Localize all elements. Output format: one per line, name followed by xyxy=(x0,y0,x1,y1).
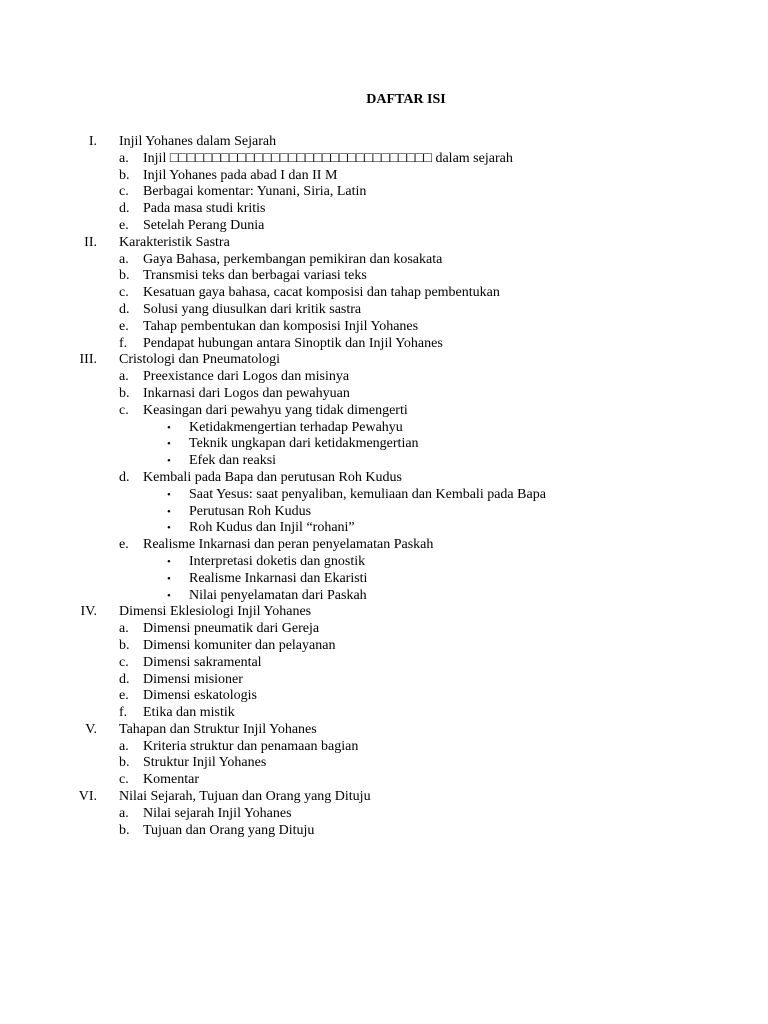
subitem-letter: d. xyxy=(119,671,130,687)
toc-bullet-row xyxy=(0,487,768,504)
subitem-letter: c. xyxy=(119,654,129,670)
subitem-letter: d. xyxy=(119,469,130,485)
toc-subitem-row xyxy=(0,823,768,840)
toc-bullet-row xyxy=(0,420,768,437)
subitem-title: Dimensi pneumatik dari Gereja xyxy=(143,621,320,637)
section-number: II. xyxy=(84,234,97,250)
bullet-icon: • xyxy=(167,488,171,501)
subitem-title: Injil □□□□□□□□□□□□□□□□□□□□□□□□□□□□□□□ dalam sejarah xyxy=(143,150,513,166)
subitem-title: Injil Yohanes pada abad I dan II M xyxy=(143,167,338,183)
toc-subitem-row xyxy=(0,739,768,756)
subitem-letter: a. xyxy=(119,369,129,385)
toc-section-row xyxy=(0,789,768,806)
subitem-title: Tujuan dan Orang yang Dituju xyxy=(143,822,315,838)
toc-subitem-row xyxy=(0,268,768,285)
section-title: Tahapan dan Struktur Injil Yohanes xyxy=(119,721,317,737)
subitem-title: Kembali pada Bapa dan perutusan Roh Kudus xyxy=(143,469,402,485)
subitem-title: Inkarnasi dari Logos dan pewahyuan xyxy=(143,385,350,401)
toc-subitem-row xyxy=(0,302,768,319)
subitem-title: Dimensi misioner xyxy=(143,671,243,687)
section-title: Dimensi Eklesiologi Injil Yohanes xyxy=(119,604,312,620)
toc-bullet-row xyxy=(0,554,768,571)
toc-subitem-row xyxy=(0,319,768,336)
bullet-icon: • xyxy=(167,555,171,568)
toc-subitem-row xyxy=(0,688,768,705)
subitem-letter: a. xyxy=(119,805,129,821)
subitem-title: Pendapat hubungan antara Sinoptik dan Injil Yohanes xyxy=(143,335,443,351)
subitem-letter: b. xyxy=(119,268,130,284)
toc-subitem-row xyxy=(0,218,768,235)
subitem-title: Keasingan dari pewahyu yang tidak dimengerti xyxy=(143,402,408,418)
toc-subitem-row xyxy=(0,537,768,554)
subitem-letter: a. xyxy=(119,621,129,637)
toc-subitem-row xyxy=(0,772,768,789)
page-title: DAFTAR ISI xyxy=(366,92,446,107)
toc-subitem-row xyxy=(0,336,768,353)
subitem-letter: b. xyxy=(119,637,130,653)
subitem-title: Dimensi eskatologis xyxy=(143,688,257,704)
subitem-title: Pada masa studi kritis xyxy=(143,201,266,217)
subitem-title: Berbagai komentar: Yunani, Siria, Latin xyxy=(143,184,367,200)
toc-subitem-row xyxy=(0,184,768,201)
bullet-text: Roh Kudus dan Injil “rohani” xyxy=(189,520,355,536)
subitem-letter: e. xyxy=(119,537,129,553)
bullet-icon: • xyxy=(167,421,171,434)
toc-section-row xyxy=(0,134,768,151)
subitem-title: Gaya Bahasa, perkembangan pemikiran dan kosakata xyxy=(143,251,443,267)
subitem-letter: e. xyxy=(119,217,129,233)
toc-bullet-row xyxy=(0,588,768,605)
subitem-letter: e. xyxy=(119,318,129,334)
section-number: III. xyxy=(79,352,97,368)
section-number: V. xyxy=(85,721,97,737)
toc-subitem-row xyxy=(0,252,768,269)
bullet-text: Ketidakmengertian terhadap Pewahyu xyxy=(189,419,403,435)
subitem-letter: f. xyxy=(119,335,128,351)
subitem-letter: b. xyxy=(119,167,130,183)
subitem-title: Dimensi sakramental xyxy=(143,654,262,670)
toc-subitem-row xyxy=(0,168,768,185)
subitem-title: Struktur Injil Yohanes xyxy=(143,755,267,771)
subitem-letter: b. xyxy=(119,822,130,838)
toc-section-row xyxy=(0,722,768,739)
toc-subitem-row xyxy=(0,755,768,772)
bullet-icon: • xyxy=(167,589,171,602)
subitem-title: Setelah Perang Dunia xyxy=(143,217,265,233)
toc-subitem-row xyxy=(0,470,768,487)
subitem-letter: c. xyxy=(119,772,129,788)
subitem-title: Kriteria struktur dan penamaan bagian xyxy=(143,738,359,754)
toc-section-row xyxy=(0,604,768,621)
subitem-letter: b. xyxy=(119,385,130,401)
subitem-letter: d. xyxy=(119,201,130,217)
subitem-title: Tahap pembentukan dan komposisi Injil Yohanes xyxy=(143,318,419,334)
subitem-title: Dimensi komuniter dan pelayanan xyxy=(143,637,336,653)
subitem-letter: e. xyxy=(119,688,129,704)
section-number: VI. xyxy=(78,789,97,805)
toc-subitem-row xyxy=(0,403,768,420)
section-number: IV. xyxy=(80,604,97,620)
bullet-icon: • xyxy=(167,455,171,468)
toc-subitem-row xyxy=(0,672,768,689)
toc-bullet-row xyxy=(0,436,768,453)
toc-subitem-row xyxy=(0,151,768,168)
toc-subitem-row xyxy=(0,201,768,218)
bullet-text: Perutusan Roh Kudus xyxy=(189,503,312,519)
subitem-letter: a. xyxy=(119,738,129,754)
toc-subitem-row xyxy=(0,638,768,655)
subitem-title: Solusi yang diusulkan dari kritik sastra xyxy=(143,301,362,317)
subitem-title: Etika dan mistik xyxy=(143,705,235,721)
bullet-text: Teknik ungkapan dari ketidakmengertian xyxy=(189,436,419,452)
toc-bullet-row xyxy=(0,571,768,588)
toc-bullet-row xyxy=(0,453,768,470)
section-title: Cristologi dan Pneumatologi xyxy=(119,352,280,368)
subitem-letter: a. xyxy=(119,251,129,267)
subitem-letter: c. xyxy=(119,402,129,418)
bullet-icon: • xyxy=(167,572,171,585)
subitem-letter: c. xyxy=(119,184,129,200)
bullet-text: Efek dan reaksi xyxy=(189,453,277,469)
toc-subitem-row xyxy=(0,386,768,403)
toc-subitem-row xyxy=(0,369,768,386)
section-title: Injil Yohanes dalam Sejarah xyxy=(119,134,277,149)
subitem-title: Nilai sejarah Injil Yohanes xyxy=(143,805,292,821)
subitem-title: Komentar xyxy=(143,772,199,788)
toc-subitem-row xyxy=(0,285,768,302)
subitem-title: Kesatuan gaya bahasa, cacat komposisi dan tahap pembentukan xyxy=(143,285,500,301)
subitem-letter: b. xyxy=(119,755,130,771)
subitem-letter: a. xyxy=(119,150,129,166)
toc-bullet-row xyxy=(0,520,768,537)
subitem-letter: c. xyxy=(119,285,129,301)
toc-bullet-row xyxy=(0,504,768,521)
toc-subitem-row xyxy=(0,655,768,672)
toc-section-row xyxy=(0,352,768,369)
table-of-contents xyxy=(0,134,768,839)
toc-section-row xyxy=(0,235,768,252)
subitem-letter: f. xyxy=(119,705,128,721)
toc-subitem-row xyxy=(0,621,768,638)
bullet-text: Nilai penyelamatan dari Paskah xyxy=(189,587,367,603)
bullet-icon: • xyxy=(167,438,171,451)
section-title: Nilai Sejarah, Tujuan dan Orang yang Dituju xyxy=(119,789,371,805)
bullet-text: Saat Yesus: saat penyaliban, kemuliaan dan Kembali pada Bapa xyxy=(189,486,546,502)
subitem-title: Preexistance dari Logos dan misinya xyxy=(143,369,350,385)
subitem-title: Transmisi teks dan berbagai variasi teks xyxy=(143,268,367,284)
subitem-letter: d. xyxy=(119,301,130,317)
bullet-icon: • xyxy=(167,522,171,535)
toc-subitem-row xyxy=(0,806,768,823)
toc-subitem-row xyxy=(0,705,768,722)
bullet-text: Interpretasi doketis dan gnostik xyxy=(189,553,366,569)
section-number: I. xyxy=(88,134,97,149)
subitem-title: Realisme Inkarnasi dan peran penyelamatan Paskah xyxy=(143,537,434,553)
bullet-text: Realisme Inkarnasi dan Ekaristi xyxy=(189,570,368,586)
section-title: Karakteristik Sastra xyxy=(119,234,230,250)
bullet-icon: • xyxy=(167,505,171,518)
